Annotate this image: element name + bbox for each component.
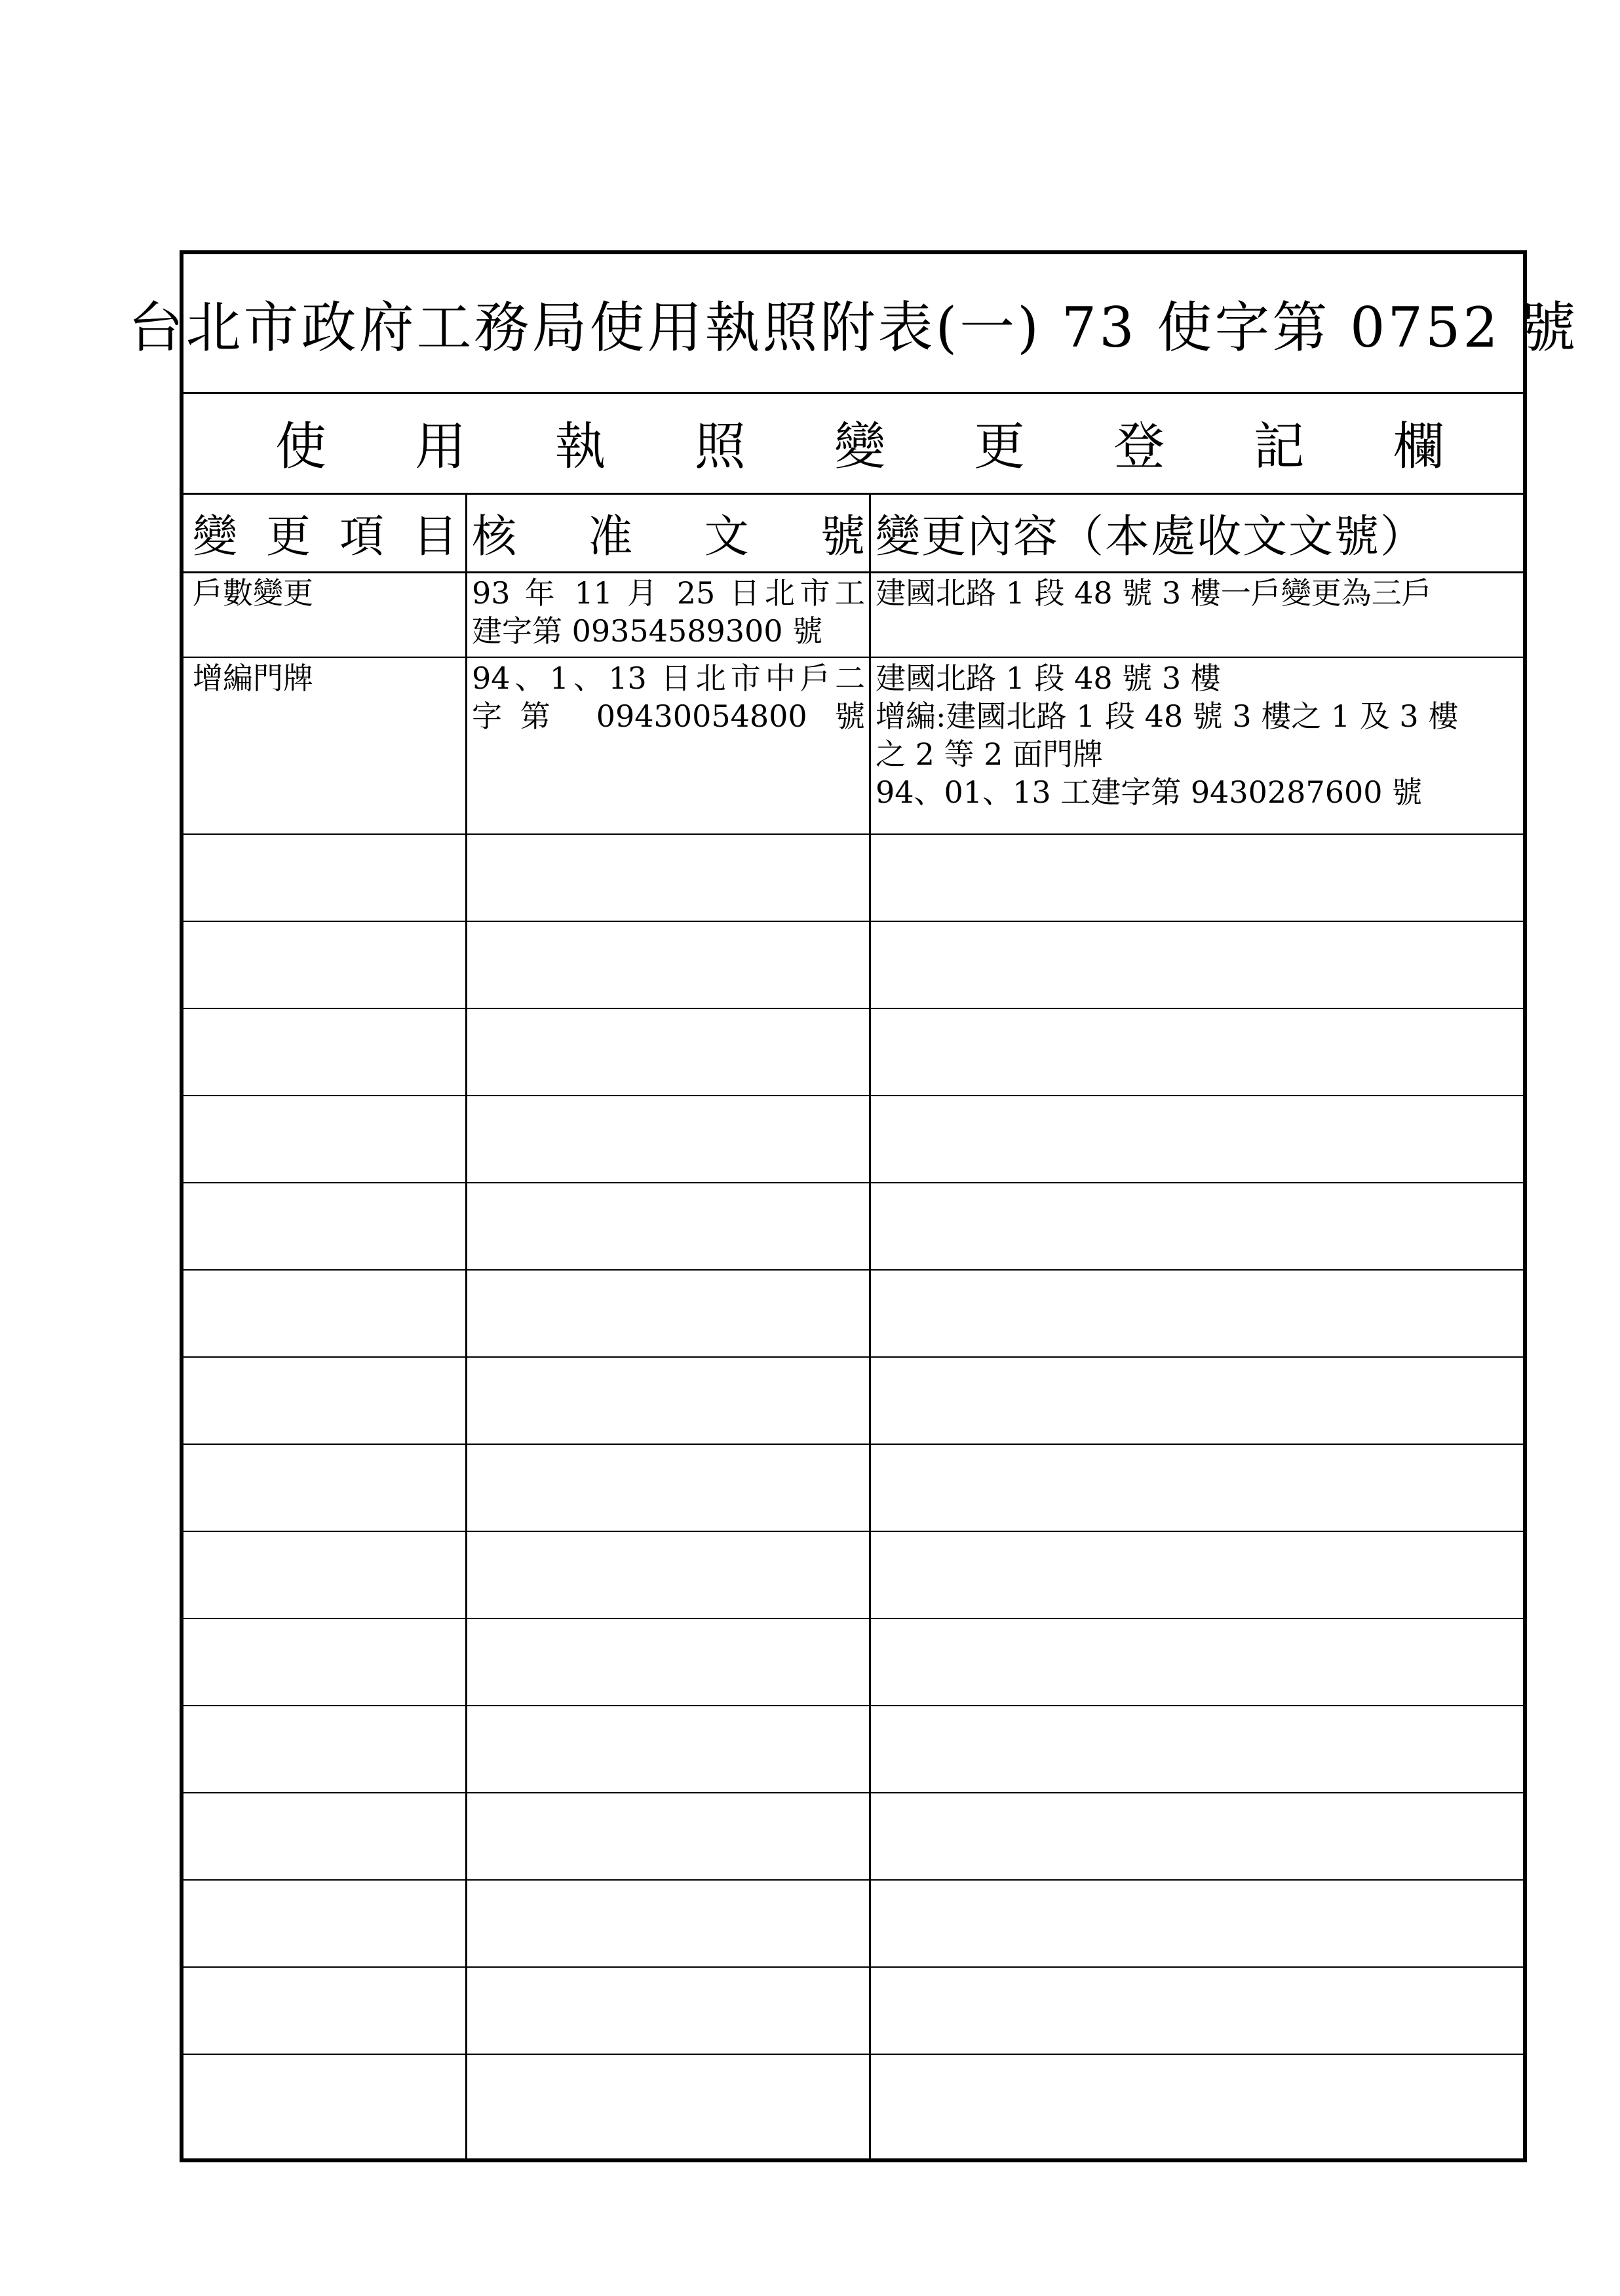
empty-table-row xyxy=(183,1356,1523,1445)
row-item: 戶數變更 xyxy=(193,575,313,611)
empty-table-row xyxy=(183,1095,1523,1183)
header-char: 核 xyxy=(472,511,517,563)
column-divider xyxy=(465,495,467,2158)
empty-table-row xyxy=(183,1182,1523,1271)
content-line: 建國北路 1 段 48 號 3 樓一戶變更為三戶 xyxy=(876,575,1432,611)
row-content xyxy=(876,574,1521,612)
header-char: 准 xyxy=(588,511,633,563)
empty-table-row xyxy=(183,1705,1523,1793)
column-divider xyxy=(869,495,871,2158)
empty-table-row xyxy=(183,1618,1523,1706)
table-row xyxy=(183,657,1523,835)
empty-table-row xyxy=(183,921,1523,1009)
empty-table-row xyxy=(183,1792,1523,1881)
content-line: 94、01、13 工建字第 9430287600 號 xyxy=(876,775,1423,810)
approval-line: 建字第 09354589300 號 xyxy=(472,613,823,649)
approval-line: 93 年 11 月 25 日北市工 xyxy=(472,575,865,611)
empty-table-row xyxy=(183,1269,1523,1358)
header-change-content: 變更內容（本處收文文號） xyxy=(876,511,1427,563)
header-char: 號 xyxy=(820,511,865,563)
subtitle-char: 登 xyxy=(1113,417,1165,476)
empty-table-row xyxy=(183,1444,1523,1532)
header-char: 項 xyxy=(339,511,384,563)
empty-table-row xyxy=(183,1966,1523,2055)
subtitle-char: 用 xyxy=(415,417,467,476)
header-char: 文 xyxy=(704,511,749,563)
subtitle-char: 執 xyxy=(554,417,606,476)
row-item: 增編門牌 xyxy=(193,660,313,696)
empty-table-row xyxy=(183,833,1523,922)
subtitle-char: 欄 xyxy=(1393,417,1444,476)
header-char: 更 xyxy=(265,511,311,563)
form-subtitle xyxy=(183,392,1523,495)
empty-table-row xyxy=(183,1008,1523,1096)
header-approval-number xyxy=(465,495,869,571)
content-line: 建國北路 1 段 48 號 3 樓 xyxy=(876,660,1221,696)
approval-line: 字第 09430054800 號 xyxy=(472,698,865,734)
empty-table-row xyxy=(183,1879,1523,1968)
header-change-item xyxy=(183,495,465,571)
subtitle-char: 變 xyxy=(834,417,885,476)
form-title: 台北市政府工務局使用執照附表(一) 73 使字第 0752 號 xyxy=(183,254,1523,394)
subtitle-char: 照 xyxy=(694,417,746,476)
row-approval xyxy=(472,574,865,650)
table-row xyxy=(183,571,1523,658)
approval-line: 94、1、13 日北市中戶二 xyxy=(472,660,865,696)
empty-table-row xyxy=(183,2054,1523,2141)
header-char: 目 xyxy=(412,511,457,563)
subtitle-char: 使 xyxy=(275,417,327,476)
subtitle-char: 更 xyxy=(974,417,1026,476)
content-line: 增編:建國北路 1 段 48 號 3 樓之 1 及 3 樓 xyxy=(876,698,1459,734)
header-char: 變 xyxy=(193,511,238,563)
content-line: 之 2 等 2 面門牌 xyxy=(876,737,1104,772)
empty-table-row xyxy=(183,1531,1523,1619)
register-table-frame xyxy=(128,250,1579,2162)
subtitle-char: 記 xyxy=(1253,417,1305,476)
row-approval xyxy=(472,659,865,735)
row-content xyxy=(876,659,1521,811)
table-header-row xyxy=(183,495,1523,573)
